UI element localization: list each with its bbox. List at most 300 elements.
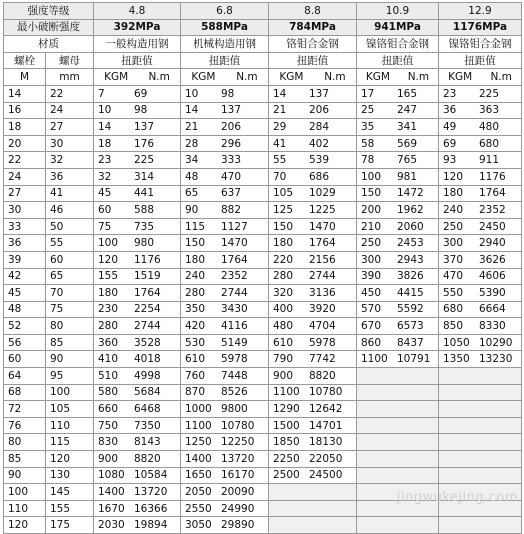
nm-value: 3136 <box>309 286 336 299</box>
kgm-value: 1400 <box>98 486 125 499</box>
torque-value-cell <box>94 451 181 468</box>
nm-value: 402 <box>309 137 330 150</box>
nm-label: N.m <box>236 71 258 84</box>
nm-value: 5390 <box>479 286 506 299</box>
torque-value-cell <box>357 168 439 185</box>
kgm-value: 300 <box>443 237 464 250</box>
torque-value-cell <box>94 218 181 235</box>
nm-value: 637 <box>221 187 242 200</box>
nut-size-cell: 175 <box>46 517 94 534</box>
kgm-value: 21 <box>185 120 199 133</box>
table-row <box>4 318 522 335</box>
kgm-value: 360 <box>98 336 119 349</box>
kgm-value: 1080 <box>98 469 125 482</box>
nm-value: 4116 <box>221 320 248 333</box>
nm-value: 735 <box>134 220 155 233</box>
torque-value-cell <box>94 235 181 252</box>
kgm-value: 100 <box>361 170 382 183</box>
nm-value: 98 <box>221 87 235 100</box>
unit-cell <box>439 69 522 86</box>
torque-value-cell <box>269 268 357 285</box>
nm-value: 2352 <box>221 270 248 283</box>
torque-value-cell <box>269 351 357 368</box>
nm-value: 6573 <box>397 320 424 333</box>
kgm-value: 7 <box>98 87 105 100</box>
kgm-value: 2250 <box>273 452 300 465</box>
empty-cell <box>357 434 439 451</box>
kgm-value: 105 <box>273 187 294 200</box>
nm-value: 137 <box>309 87 330 100</box>
nm-value: 4704 <box>309 320 336 333</box>
torque-value-cell <box>357 218 439 235</box>
nm-value: 13720 <box>221 452 255 465</box>
kgm-value: 28 <box>185 137 199 150</box>
unit-cell <box>269 69 357 86</box>
torque-value-cell <box>269 434 357 451</box>
torque-label: 扭距值 <box>269 52 357 69</box>
kgm-value: 120 <box>98 253 119 266</box>
nut-size-cell: 95 <box>46 368 94 385</box>
nm-value: 2943 <box>397 253 424 266</box>
kgm-value: 69 <box>443 137 457 150</box>
torque-value-cell <box>439 235 522 252</box>
kgm-value: 100 <box>98 237 119 250</box>
kgm-label: KGM <box>365 71 390 84</box>
nm-value: 19894 <box>134 519 168 532</box>
nm-value: 10780 <box>309 386 343 399</box>
nm-label: N.m <box>490 71 512 84</box>
table-row <box>4 185 522 202</box>
kgm-value: 200 <box>361 203 382 216</box>
kgm-value: 230 <box>98 303 119 316</box>
nm-value: 29890 <box>221 519 255 532</box>
kgm-value: 155 <box>98 270 119 283</box>
torque-value-cell <box>181 235 269 252</box>
kgm-value: 610 <box>273 336 294 349</box>
torque-value-cell <box>357 301 439 318</box>
nm-value: 333 <box>221 154 242 167</box>
bolt-size-cell: 110 <box>4 500 46 517</box>
torque-value-cell <box>357 318 439 335</box>
kgm-value: 2030 <box>98 519 125 532</box>
kgm-value: 1000 <box>185 403 212 416</box>
kgm-value: 120 <box>443 170 464 183</box>
kgm-value: 280 <box>185 286 206 299</box>
torque-value-cell <box>94 285 181 302</box>
unit-cell <box>357 69 439 86</box>
kgm-value: 510 <box>98 369 119 382</box>
nm-value: 2744 <box>134 320 161 333</box>
kgm-value: 1250 <box>185 436 212 449</box>
table-row <box>4 202 522 219</box>
grade-cell: 12.9 <box>439 3 522 20</box>
kgm-value: 34 <box>185 154 199 167</box>
nut-size-cell: 27 <box>46 119 94 136</box>
nm-value: 7742 <box>309 353 336 366</box>
torque-value-cell <box>269 451 357 468</box>
torque-value-cell <box>94 384 181 401</box>
nm-value: 2940 <box>479 237 506 250</box>
torque-value-cell <box>181 384 269 401</box>
torque-value-cell <box>269 218 357 235</box>
kgm-value: 25 <box>361 104 375 117</box>
nm-value: 3826 <box>397 270 424 283</box>
torque-value-cell <box>94 268 181 285</box>
kgm-value: 150 <box>361 187 382 200</box>
nut-size-cell: 65 <box>46 268 94 285</box>
torque-value-cell <box>357 135 439 152</box>
grade-cell: 6.8 <box>181 3 269 20</box>
empty-cell <box>269 517 357 534</box>
torque-value-cell <box>181 368 269 385</box>
strength-label: 最小破断强度 <box>4 19 94 36</box>
empty-cell <box>357 417 439 434</box>
table-row <box>4 285 522 302</box>
empty-cell <box>357 451 439 468</box>
torque-value-cell <box>94 85 181 102</box>
nut-size-cell: 145 <box>46 484 94 501</box>
nm-value: 1764 <box>134 286 161 299</box>
nut-size-cell: 50 <box>46 218 94 235</box>
bolt-size-cell: 18 <box>4 119 46 136</box>
nut-label: 螺母 <box>46 52 94 69</box>
nm-value: 981 <box>397 170 418 183</box>
nm-value: 1470 <box>221 237 248 250</box>
torque-value-cell <box>269 202 357 219</box>
kgm-value: 1050 <box>443 336 470 349</box>
nm-value: 12642 <box>309 403 343 416</box>
torque-value-cell <box>439 152 522 169</box>
bolt-size-cell: 48 <box>4 301 46 318</box>
nm-value: 10290 <box>479 336 513 349</box>
kgm-value: 210 <box>361 220 382 233</box>
kgm-value: 900 <box>98 452 119 465</box>
empty-cell <box>439 417 522 434</box>
nm-value: 8143 <box>134 436 161 449</box>
bolt-size-cell: 90 <box>4 467 46 484</box>
grade-row <box>4 3 522 20</box>
empty-cell <box>357 384 439 401</box>
kgm-value: 580 <box>98 386 119 399</box>
torque-value-cell <box>269 401 357 418</box>
strength-cell: 392MPa <box>94 19 181 36</box>
kgm-value: 70 <box>273 170 287 183</box>
nm-value: 5149 <box>221 336 248 349</box>
kgm-value: 41 <box>273 137 287 150</box>
material-row <box>4 36 522 53</box>
nm-value: 12250 <box>221 436 255 449</box>
nm-value: 10791 <box>397 353 431 366</box>
kgm-value: 150 <box>273 220 294 233</box>
torque-table <box>3 2 522 534</box>
torque-value-cell <box>439 301 522 318</box>
kgm-value: 1850 <box>273 436 300 449</box>
nut-size-cell: 120 <box>46 451 94 468</box>
strength-cell: 588MPa <box>181 19 269 36</box>
torque-value-cell <box>357 268 439 285</box>
bolt-size-cell: 36 <box>4 235 46 252</box>
nm-value: 980 <box>134 237 155 250</box>
strength-cell: 941MPa <box>357 19 439 36</box>
kgm-value: 45 <box>98 187 112 200</box>
nm-value: 1962 <box>397 203 424 216</box>
torque-value-cell <box>181 119 269 136</box>
nm-value: 2254 <box>134 303 161 316</box>
torque-value-cell <box>181 152 269 169</box>
empty-cell <box>439 517 522 534</box>
material-cell: 镍铬钼合金钢 <box>439 36 522 53</box>
nm-value: 137 <box>134 120 155 133</box>
torque-value-cell <box>269 301 357 318</box>
empty-cell <box>357 517 439 534</box>
nm-value: 1764 <box>221 253 248 266</box>
torque-value-cell <box>94 351 181 368</box>
kgm-value: 180 <box>185 253 206 266</box>
nm-value: 3430 <box>221 303 248 316</box>
nm-value: 5684 <box>134 386 161 399</box>
bolt-size-cell: 20 <box>4 135 46 152</box>
kgm-value: 10 <box>98 104 112 117</box>
bolt-size-cell: 56 <box>4 334 46 351</box>
torque-value-cell <box>181 517 269 534</box>
nm-value: 2352 <box>479 203 506 216</box>
torque-value-cell <box>181 135 269 152</box>
nm-value: 1176 <box>479 170 506 183</box>
table-row <box>4 467 522 484</box>
nm-label: N.m <box>407 71 430 84</box>
nm-value: 4415 <box>397 286 424 299</box>
kgm-label: KGM <box>279 71 304 84</box>
torque-value-cell <box>269 285 357 302</box>
nm-value: 176 <box>134 137 155 150</box>
nm-value: 4606 <box>479 270 506 283</box>
nm-value: 765 <box>397 154 418 167</box>
kgm-value: 1100 <box>185 419 212 432</box>
nut-size-cell: 41 <box>46 185 94 202</box>
torque-label: 扭距值 <box>439 52 522 69</box>
kgm-value: 280 <box>273 270 294 283</box>
nm-value: 247 <box>397 104 418 117</box>
kgm-value: 450 <box>361 286 382 299</box>
kgm-label: KGM <box>104 71 129 84</box>
kgm-value: 1100 <box>361 353 388 366</box>
bolt-size-cell: 85 <box>4 451 46 468</box>
nm-value: 1764 <box>309 237 336 250</box>
torque-value-cell <box>181 168 269 185</box>
nut-size-cell: 115 <box>46 434 94 451</box>
kgm-value: 10 <box>185 87 199 100</box>
nut-size-cell: 55 <box>46 235 94 252</box>
kgm-value: 1100 <box>273 386 300 399</box>
kgm-value: 830 <box>98 436 119 449</box>
torque-value-cell <box>181 484 269 501</box>
torque-value-cell <box>269 119 357 136</box>
nut-size-cell: 30 <box>46 135 94 152</box>
torque-value-cell <box>181 467 269 484</box>
table-row <box>4 351 522 368</box>
torque-value-cell <box>94 185 181 202</box>
kgm-value: 150 <box>185 237 206 250</box>
kgm-value: 49 <box>443 120 457 133</box>
nut-size-cell: 80 <box>46 318 94 335</box>
kgm-value: 18 <box>98 137 112 150</box>
bolt-size-cell: 39 <box>4 251 46 268</box>
nm-value: 363 <box>479 104 500 117</box>
kgm-value: 36 <box>443 104 457 117</box>
kgm-value: 23 <box>443 87 457 100</box>
nm-value: 22050 <box>309 452 343 465</box>
grade-cell: 10.9 <box>357 3 439 20</box>
empty-cell <box>439 434 522 451</box>
kgm-value: 900 <box>273 369 294 382</box>
torque-value-cell <box>439 318 522 335</box>
torque-value-cell <box>94 301 181 318</box>
nm-value: 1029 <box>309 187 336 200</box>
torque-value-cell <box>94 467 181 484</box>
torque-value-cell <box>94 484 181 501</box>
empty-cell <box>439 401 522 418</box>
torque-value-cell <box>269 102 357 119</box>
table-row <box>4 235 522 252</box>
kgm-value: 400 <box>273 303 294 316</box>
table-row <box>4 384 522 401</box>
kgm-value: 530 <box>185 336 206 349</box>
torque-value-cell <box>357 119 439 136</box>
torque-value-cell <box>269 185 357 202</box>
torque-value-cell <box>181 218 269 235</box>
nm-value: 1127 <box>221 220 248 233</box>
kgm-value: 350 <box>185 303 206 316</box>
nm-label: N.m <box>324 71 346 84</box>
empty-cell <box>439 368 522 385</box>
nm-value: 3626 <box>479 253 506 266</box>
kgm-value: 1650 <box>185 469 212 482</box>
torque-value-cell <box>94 401 181 418</box>
kgm-value: 390 <box>361 270 382 283</box>
nut-size-cell: 110 <box>46 417 94 434</box>
torque-value-cell <box>357 85 439 102</box>
kgm-label: KGM <box>191 71 216 84</box>
kgm-value: 180 <box>273 237 294 250</box>
kgm-value: 2550 <box>185 502 212 515</box>
torque-value-cell <box>181 318 269 335</box>
nm-value: 3920 <box>309 303 336 316</box>
mm-label: mm <box>46 69 94 86</box>
kgm-value: 750 <box>98 419 119 432</box>
kgm-value: 78 <box>361 154 375 167</box>
torque-value-cell <box>94 251 181 268</box>
grade-label: 强度等级 <box>4 3 94 20</box>
nut-size-cell: 22 <box>46 85 94 102</box>
nm-value: 98 <box>134 104 148 117</box>
nm-value: 588 <box>134 203 155 216</box>
torque-value-cell <box>181 334 269 351</box>
torque-value-cell <box>357 185 439 202</box>
torque-value-cell <box>269 85 357 102</box>
torque-value-cell <box>439 185 522 202</box>
nm-value: 2744 <box>221 286 248 299</box>
torque-value-cell <box>439 168 522 185</box>
torque-value-cell <box>439 85 522 102</box>
nm-value: 441 <box>134 187 155 200</box>
nm-value: 341 <box>397 120 418 133</box>
kgm-value: 125 <box>273 203 294 216</box>
nm-value: 8820 <box>134 452 161 465</box>
nm-value: 8820 <box>309 369 336 382</box>
torque-value-cell <box>94 434 181 451</box>
torque-value-cell <box>181 251 269 268</box>
torque-value-cell <box>94 202 181 219</box>
table-row <box>4 451 522 468</box>
kgm-value: 180 <box>98 286 119 299</box>
bolt-size-cell: 30 <box>4 202 46 219</box>
bolt-size-cell: 33 <box>4 218 46 235</box>
kgm-value: 17 <box>361 87 375 100</box>
nm-value: 2744 <box>309 270 336 283</box>
nm-value: 137 <box>221 104 242 117</box>
torque-value-cell <box>94 102 181 119</box>
torque-value-cell <box>357 351 439 368</box>
kgm-value: 320 <box>273 286 294 299</box>
nm-value: 6468 <box>134 403 161 416</box>
nut-size-cell: 130 <box>46 467 94 484</box>
kgm-value: 14 <box>273 87 287 100</box>
nm-value: 206 <box>309 104 330 117</box>
kgm-value: 300 <box>361 253 382 266</box>
nm-value: 4018 <box>134 353 161 366</box>
table-row <box>4 401 522 418</box>
torque-value-cell <box>181 85 269 102</box>
nm-value: 1519 <box>134 270 161 283</box>
torque-label: 扭距值 <box>357 52 439 69</box>
table-row <box>4 251 522 268</box>
torque-value-cell <box>357 152 439 169</box>
empty-cell <box>357 467 439 484</box>
torque-value-cell <box>269 334 357 351</box>
kgm-value: 29 <box>273 120 287 133</box>
kgm-value: 60 <box>98 203 112 216</box>
torque-value-cell <box>94 417 181 434</box>
torque-value-cell <box>181 401 269 418</box>
kgm-value: 550 <box>443 286 464 299</box>
torque-value-cell <box>269 152 357 169</box>
torque-value-cell <box>269 318 357 335</box>
kgm-value: 3050 <box>185 519 212 532</box>
nm-value: 24500 <box>309 469 343 482</box>
kgm-value: 90 <box>185 203 199 216</box>
torque-value-cell <box>94 135 181 152</box>
nut-size-cell: 32 <box>46 152 94 169</box>
kgm-value: 220 <box>273 253 294 266</box>
torque-value-cell <box>357 102 439 119</box>
nut-size-cell: 105 <box>46 401 94 418</box>
table-row <box>4 368 522 385</box>
torque-value-cell <box>357 202 439 219</box>
torque-value-cell <box>181 268 269 285</box>
torque-value-cell <box>94 334 181 351</box>
nm-value: 206 <box>221 120 242 133</box>
kgm-value: 680 <box>443 303 464 316</box>
nm-value: 13230 <box>479 353 513 366</box>
bolt-size-cell: 120 <box>4 517 46 534</box>
kgm-value: 370 <box>443 253 464 266</box>
nut-size-cell: 60 <box>46 251 94 268</box>
torque-value-cell <box>439 102 522 119</box>
nm-value: 18130 <box>309 436 343 449</box>
table-row <box>4 168 522 185</box>
nm-value: 5592 <box>397 303 424 316</box>
torque-value-cell <box>269 467 357 484</box>
